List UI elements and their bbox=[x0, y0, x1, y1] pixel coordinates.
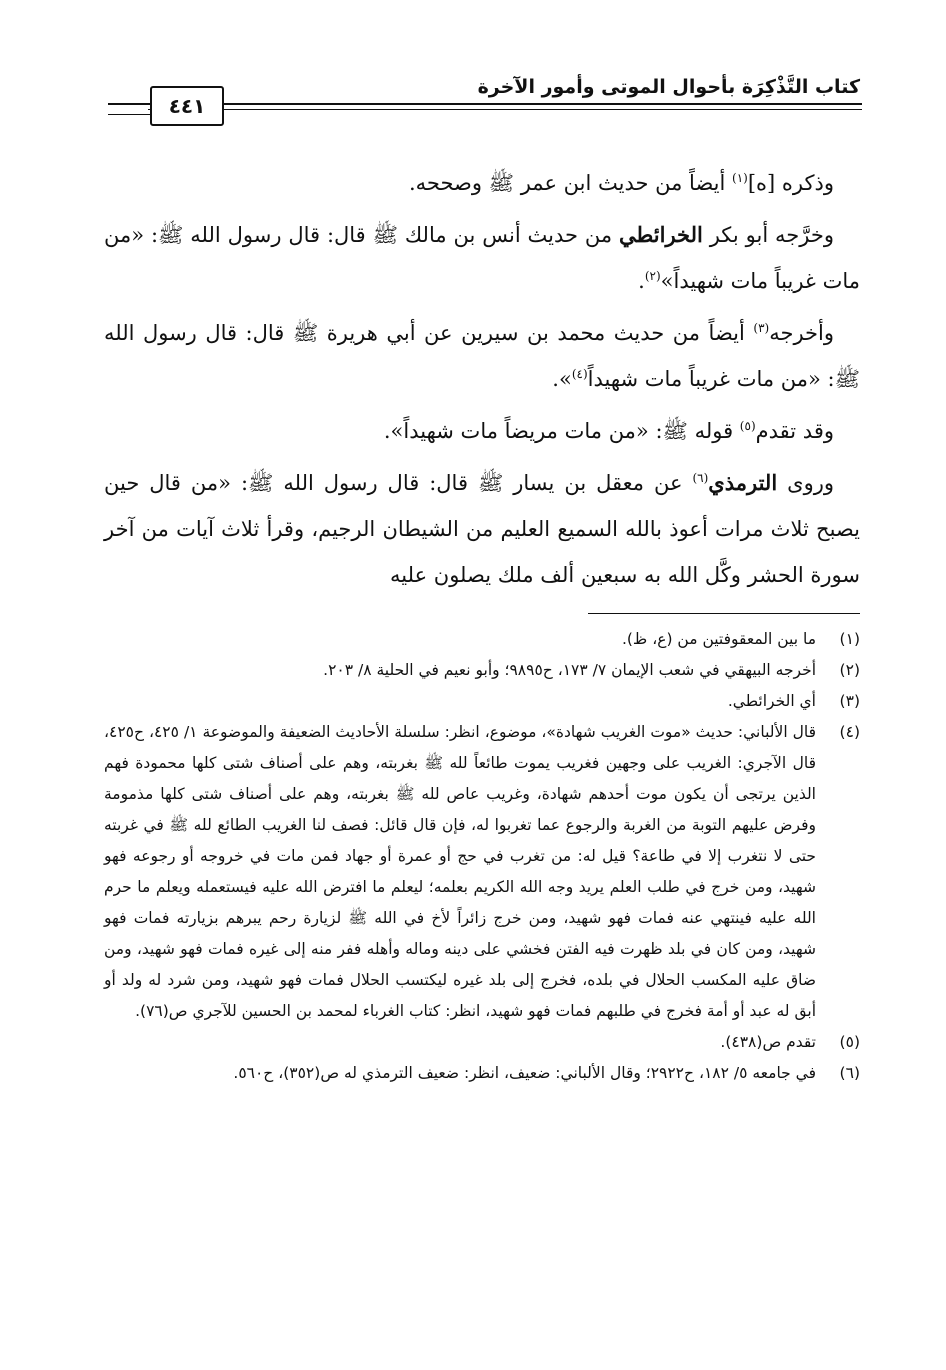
footnote-number: (٢) bbox=[839, 661, 860, 679]
paragraph-text: وقد تقدم bbox=[755, 419, 834, 443]
footnote-ref: (٦) bbox=[692, 471, 709, 485]
footnote-item bbox=[104, 1058, 860, 1089]
footnote-item bbox=[104, 624, 860, 655]
footnote-text: في جامعه ٥/ ١٨٢، ح٢٩٢٢؛ وقال الألباني: ضعيف، انظر: ضعيف الترمذي له ص(٣٥٢)، ح٥٦٠. bbox=[233, 1064, 816, 1082]
paragraph-3 bbox=[104, 310, 860, 402]
footnote-text: قال الألباني: حديث «موت الغريب شهادة»، موضوع، انظر: سلسلة الأحاديث الضعيفة والموضوعة ١/ ٤٢٥، ح٤٢٥، قال الآجري: الغريب على وجهين فغريب يموت طائعاً لله ﷺ بغربته، وهم على أصناف شتى كلها محمودة فهم الذين يرتجى أن يكون موت أحدهم شهادة، وغريب عاص لله ﷺ بغربته، وهم على أصناف شتى كلها مذمومة وفرض عليهم التوبة من الغربة والرجوع عما تغربوا له، فإن قال قائل: فصف لنا الغريب الطائع لله ﷺ في غربته حتى لا نتغرب إلا في طاعة؟ قيل له: من تغرب في حج أو عمرة أو جهاد فمن مات في خروجه أو رجوعه فهو شهيد، ومن خرج في طلب العلم يريد وجه الله الكريم بعلمه؛ ليعلم ما افترض الله عليه فيستعمله ويعلم ما حرم الله عليه فينتهي عنه فمات فهو شهيد، ومن خرج زائراً لأخ في الله ﷺ لزيارة رحم يبرهم بزيارته فمات فهو شهيد، ومن كان في بلد ظهرت فيه الفتن فخشي على دينه وماله وأهله ففر منه إلى غيره فمات فهو شهيد، ومن ضاق عليه المكسب الحلال في بلده، فخرج إلى بلد غيره ليكتسب الحلال فمات فهو شهيد، ومن شرد له ولد أو أبق له عبد أو أمة فخرج في طلبهم فمات فهو شهيد، انظر: كتاب الغرباء لمحمد بن الحسين للآجري ص(٧٦). bbox=[104, 723, 816, 1020]
paragraph-text: وخرَّجه أبو بكر bbox=[702, 223, 834, 247]
footnote-item bbox=[104, 1027, 860, 1058]
paragraph-text: وذكره [ه] bbox=[747, 171, 834, 195]
paragraph-text: . bbox=[638, 269, 645, 293]
footnote-number: (٣) bbox=[839, 692, 860, 710]
footnote-number: (٥) bbox=[839, 1033, 860, 1051]
footnote-ref: (٢) bbox=[644, 269, 661, 283]
paragraph-text: وروى bbox=[777, 471, 834, 495]
bold-name: الترمذي bbox=[708, 470, 778, 495]
header-rule-thin bbox=[148, 109, 862, 110]
footnote-text: أي الخرائطي. bbox=[727, 692, 816, 710]
footnote-item bbox=[104, 717, 860, 1027]
footnote-separator bbox=[588, 613, 860, 614]
paragraph-text: وأخرجه bbox=[769, 321, 834, 345]
main-text bbox=[104, 160, 860, 604]
page-number: ٤٤١ bbox=[150, 86, 224, 126]
footnote-ref: (٣) bbox=[753, 321, 770, 335]
footnote-number: (٦) bbox=[839, 1064, 860, 1082]
footnote-item bbox=[104, 686, 860, 717]
footnote-ref: (٤) bbox=[571, 367, 588, 381]
paragraph-5 bbox=[104, 460, 860, 598]
bold-name: الخرائطي bbox=[619, 222, 703, 247]
footnote-text: ما بين المعقوفتين من (ع، ظ). bbox=[621, 630, 816, 648]
paragraph-2 bbox=[104, 212, 860, 304]
footnote-number: (١) bbox=[839, 630, 860, 648]
paragraph-1 bbox=[104, 160, 860, 206]
footnote-text: أخرجه البيهقي في شعب الإيمان ٧/ ١٧٣، ح٩٨٩٥؛ وأبو نعيم في الحلية ٨/ ٢٠٣. bbox=[323, 661, 816, 679]
paragraph-text: ». bbox=[552, 367, 572, 391]
paragraph-text: أيضاً من حديث محمد بن سيرين عن أبي هريرة ﷺ قال: قال رسول الله ﷺ: «من مات غريباً مات شهيداً bbox=[104, 321, 860, 391]
footnotes bbox=[104, 624, 860, 1089]
running-title: كتاب التَّذْكِرَة بأحوال الموتى وأمور الآخرة bbox=[477, 76, 860, 98]
paragraph-4 bbox=[104, 408, 860, 454]
footnote-number: (٤) bbox=[839, 723, 860, 741]
footnote-ref: (١) bbox=[732, 171, 748, 185]
footnote-text: تقدم ص(٤٣٨). bbox=[720, 1033, 816, 1051]
footnote-item bbox=[104, 655, 860, 686]
paragraph-text: أيضاً من حديث ابن عمر ﷺ وصححه. bbox=[408, 171, 733, 195]
footnote-ref: (٥) bbox=[739, 419, 756, 433]
paragraph-text: قوله ﷺ: «من مات مريضاً مات شهيداً». bbox=[383, 419, 740, 443]
paragraph-text: عن معقل بن يسار ﷺ قال: قال رسول الله ﷺ: «من قال حين يصبح ثلاث مرات أعوذ بالله السميع العليم من الشيطان الرجيم، وقرأ ثلاث آيات من آخر سورة الحشر وكَّل الله به سبعين ألف ملك يصلون عليه bbox=[104, 471, 860, 587]
paragraph-text: من حديث أنس بن مالك ﷺ قال: قال رسول الله ﷺ: «من مات غريباً مات شهيداً» bbox=[104, 223, 860, 293]
